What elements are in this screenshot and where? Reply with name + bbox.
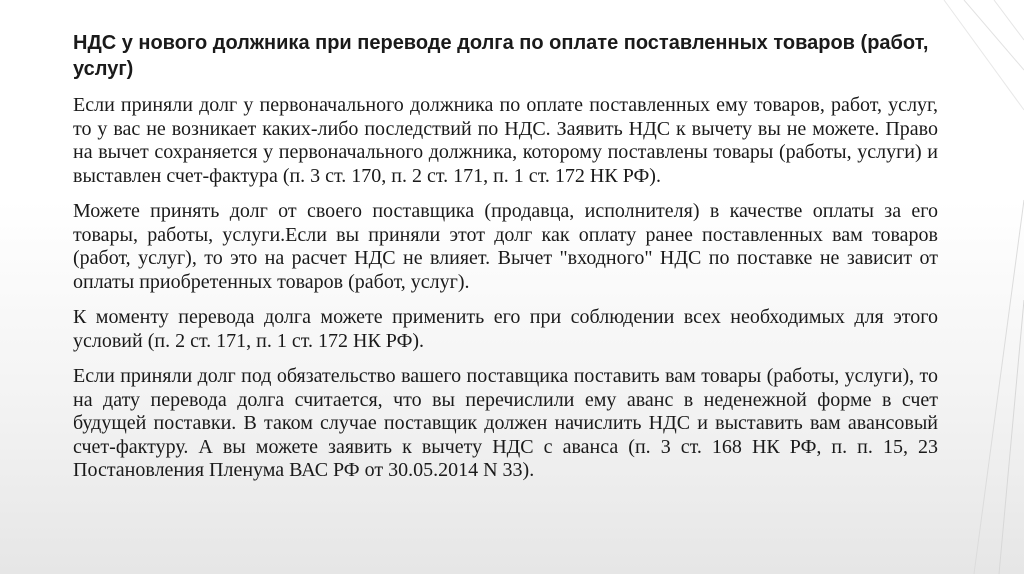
paragraph-3: К моменту перевода долга можете применить его при соблюдении всех необходимых для этого условий (п. 2 ст. 171, п. 1 ст. 172 НК РФ). — [73, 306, 938, 352]
paragraph-2: Можете принять долг от своего поставщика (продавца, исполнителя) в качестве оплаты за его товары, работы, услуги.Если вы приняли этот долг как оплату ранее поставленных вам товаров (работ, услуг), то это на расчет НДС не влияет. Вычет "входного" НДС по поставке не зависит от оплаты приобретенных товаров (работ, услуг). — [73, 200, 938, 293]
slide-content — [73, 30, 938, 495]
paragraph-4: Если приняли долг под обязательство вашего поставщика поставить вам товары (работы, услуги), то на дату перевода долга считается, что вы перечислили ему аванс в неденежной форме в счет будущей поставки. В таком случае поставщик должен начислить НДС и выставить вам авансовый счет-фактуру. А вы можете заявить к вычету НДС с аванса (п. 3 ст. 168 НК РФ, п. п. 15, 23 Постановления Пленума ВАС РФ от 30.05.2014 N 33). — [73, 365, 938, 481]
slide-title: НДС у нового должника при переводе долга по оплате поставленных товаров (работ, услуг) — [73, 32, 929, 80]
paragraph-1: Если приняли долг у первоначального должника по оплате поставленных ему товаров, работ, услуг, то у вас не возникает каких-либо последствий по НДС. Заявить НДС к вычету вы не можете. Право на вычет сохраняется у первоначального должника, которому поставлены товары (работы, услуги) и выставлен счет-фактура (п. 3 ст. 170, п. 2 ст. 171, п. 1 ст. 172 НК РФ). — [73, 94, 938, 187]
